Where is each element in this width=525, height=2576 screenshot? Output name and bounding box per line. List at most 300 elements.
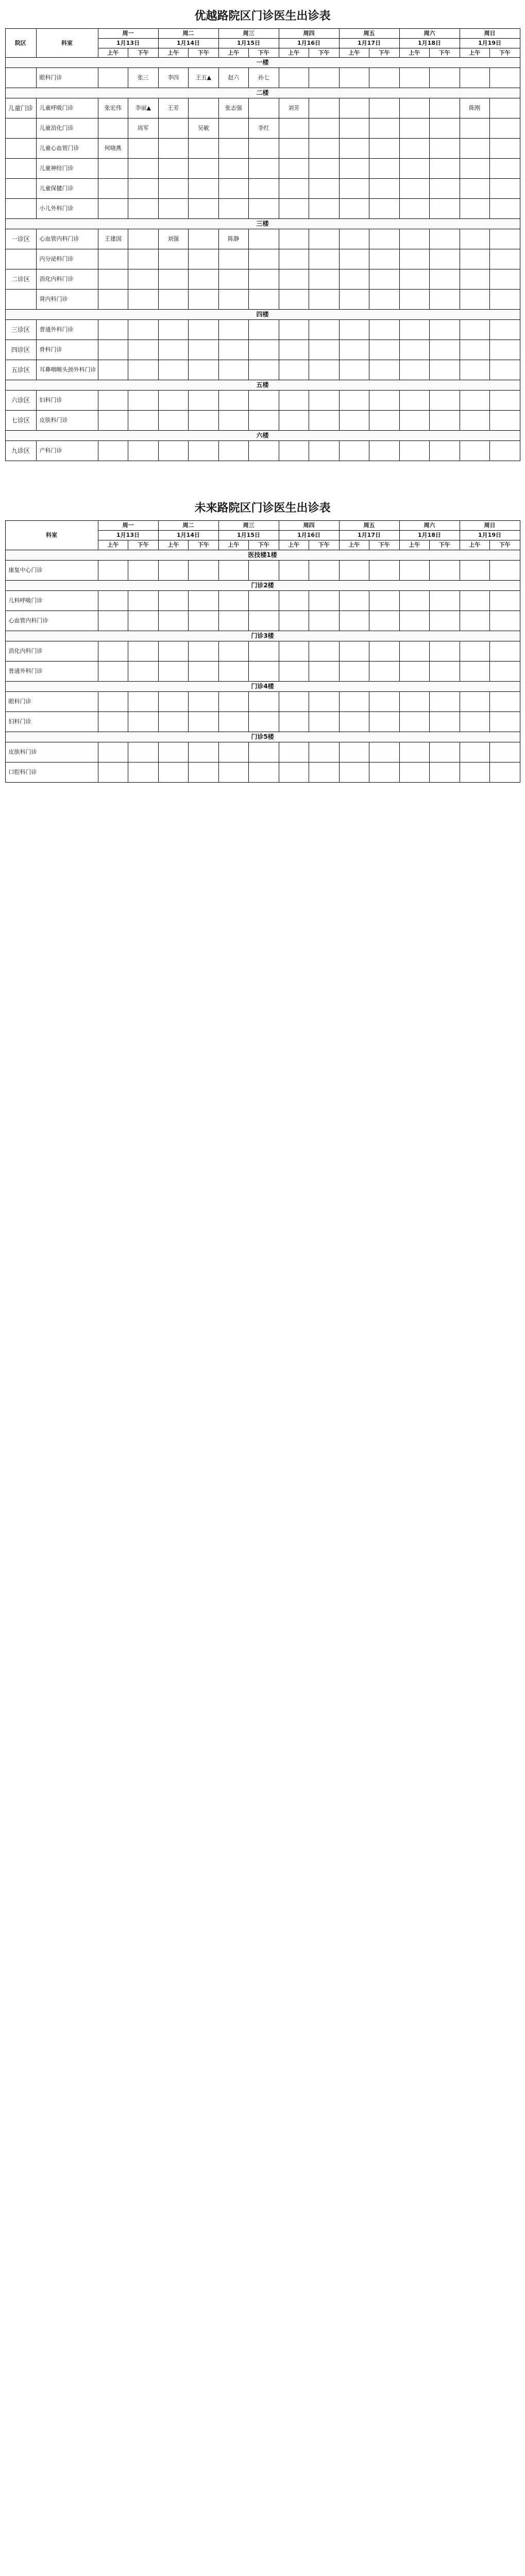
dept-cell: 儿童心血管门诊 xyxy=(36,139,98,159)
doctor-cell xyxy=(279,179,309,199)
doctor-cell xyxy=(430,691,460,711)
doctor-cell xyxy=(339,560,369,580)
doctor-cell xyxy=(158,711,189,732)
header-dept: 科室 xyxy=(36,29,98,58)
doctor-cell xyxy=(189,762,219,782)
doctor-cell xyxy=(369,711,400,732)
doctor-cell xyxy=(249,641,279,661)
doctor-cell xyxy=(249,269,279,290)
header-day-name: 周三 xyxy=(218,29,279,39)
doctor-cell xyxy=(189,691,219,711)
doctor-cell xyxy=(249,98,279,118)
doctor-cell xyxy=(490,611,520,631)
doctor-cell xyxy=(369,118,400,139)
doctor-cell xyxy=(339,229,369,249)
doctor-cell xyxy=(218,320,249,340)
doctor-cell xyxy=(309,98,340,118)
doctor-cell xyxy=(218,762,249,782)
doctor-cell xyxy=(158,661,189,681)
doctor-cell xyxy=(339,199,369,219)
doctor-cell xyxy=(98,249,128,269)
doctor-cell xyxy=(430,611,460,631)
dept-cell: 妇科门诊 xyxy=(5,711,98,732)
doctor-cell xyxy=(98,711,128,732)
doctor-cell xyxy=(430,641,460,661)
header-day-date: 1月14日 xyxy=(158,531,218,540)
doctor-cell xyxy=(279,320,309,340)
doctor-cell xyxy=(430,590,460,611)
doctor-cell xyxy=(460,320,490,340)
doctor-cell xyxy=(279,360,309,380)
doctor-cell xyxy=(460,711,490,732)
doctor-cell xyxy=(279,441,309,461)
header-pm: 下午 xyxy=(430,540,460,550)
doctor-cell: 刘芳 xyxy=(279,98,309,118)
doctor-cell xyxy=(128,320,159,340)
doctor-cell xyxy=(339,98,369,118)
doctor-cell xyxy=(490,68,520,88)
schedule-sheet xyxy=(0,0,525,783)
doctor-cell xyxy=(218,441,249,461)
dept-cell: 消化内科门诊 xyxy=(36,269,98,290)
doctor-cell xyxy=(339,269,369,290)
doctor-cell xyxy=(249,179,279,199)
dept-cell: 皮肤科门诊 xyxy=(36,411,98,431)
doctor-cell xyxy=(158,742,189,762)
doctor-cell xyxy=(158,411,189,431)
doctor-cell xyxy=(460,560,490,580)
header-day-date: 1月19日 xyxy=(460,531,520,540)
doctor-cell: 李丽▲ xyxy=(128,98,159,118)
doctor-cell xyxy=(158,340,189,360)
header-am: 上午 xyxy=(460,48,490,58)
doctor-cell xyxy=(189,360,219,380)
doctor-cell: 孙七 xyxy=(249,68,279,88)
doctor-cell xyxy=(158,249,189,269)
header-am: 上午 xyxy=(98,48,128,58)
doctor-cell xyxy=(279,762,309,782)
area-cell: 六诊区 xyxy=(5,391,36,411)
doctor-cell xyxy=(128,590,159,611)
doctor-cell xyxy=(279,139,309,159)
doctor-cell xyxy=(309,199,340,219)
doctor-cell xyxy=(218,711,249,732)
header-day-date: 1月16日 xyxy=(279,38,339,48)
doctor-cell xyxy=(490,320,520,340)
header-am: 上午 xyxy=(399,48,430,58)
dept-cell: 肾内科门诊 xyxy=(36,290,98,310)
doctor-cell xyxy=(128,139,159,159)
header-am: 上午 xyxy=(158,48,189,58)
doctor-cell xyxy=(189,661,219,681)
doctor-cell xyxy=(158,118,189,139)
doctor-cell xyxy=(339,320,369,340)
doctor-cell xyxy=(218,118,249,139)
doctor-cell xyxy=(189,611,219,631)
doctor-cell xyxy=(249,590,279,611)
doctor-cell xyxy=(309,762,340,782)
doctor-cell xyxy=(369,661,400,681)
section-label: 二楼 xyxy=(5,88,520,98)
doctor-cell xyxy=(158,560,189,580)
doctor-cell xyxy=(218,360,249,380)
dept-cell: 儿童呼吸门诊 xyxy=(36,98,98,118)
doctor-cell xyxy=(98,68,128,88)
dept-cell: 康复中心门诊 xyxy=(5,560,98,580)
doctor-cell xyxy=(309,118,340,139)
table-row xyxy=(5,98,520,118)
doctor-cell xyxy=(128,391,159,411)
table-row xyxy=(5,391,520,411)
doctor-cell xyxy=(460,199,490,219)
doctor-cell xyxy=(218,411,249,431)
header-day-name: 周五 xyxy=(339,29,399,39)
doctor-cell xyxy=(369,611,400,631)
doctor-cell xyxy=(460,290,490,310)
doctor-cell xyxy=(309,360,340,380)
hospital-a-table xyxy=(5,28,520,461)
doctor-cell xyxy=(98,762,128,782)
section-label: 五楼 xyxy=(5,380,520,391)
header-pm: 下午 xyxy=(128,48,159,58)
doctor-cell xyxy=(369,320,400,340)
doctor-cell xyxy=(98,118,128,139)
doctor-cell xyxy=(460,229,490,249)
doctor-cell xyxy=(369,229,400,249)
doctor-cell xyxy=(339,360,369,380)
table-row xyxy=(5,68,520,88)
doctor-cell xyxy=(98,611,128,631)
doctor-cell xyxy=(309,641,340,661)
header-day-date: 1月19日 xyxy=(460,38,520,48)
doctor-cell xyxy=(430,320,460,340)
doctor-cell xyxy=(158,762,189,782)
table-row xyxy=(5,360,520,380)
header-pm: 下午 xyxy=(369,48,400,58)
doctor-cell xyxy=(98,441,128,461)
doctor-cell xyxy=(309,290,340,310)
doctor-cell xyxy=(128,249,159,269)
doctor-cell xyxy=(369,441,400,461)
doctor-cell xyxy=(460,411,490,431)
doctor-cell xyxy=(369,249,400,269)
doctor-cell xyxy=(460,661,490,681)
doctor-cell xyxy=(490,441,520,461)
header-pm: 下午 xyxy=(309,540,340,550)
dept-cell: 眼科门诊 xyxy=(5,691,98,711)
doctor-cell xyxy=(249,742,279,762)
header-day-date: 1月17日 xyxy=(339,531,399,540)
dept-cell: 儿童保健门诊 xyxy=(36,179,98,199)
header-day-name: 周六 xyxy=(399,29,460,39)
header-pm: 下午 xyxy=(490,540,520,550)
doctor-cell xyxy=(399,762,430,782)
doctor-cell xyxy=(430,411,460,431)
doctor-cell xyxy=(399,560,430,580)
doctor-cell xyxy=(339,249,369,269)
table-row xyxy=(5,661,520,681)
doctor-cell xyxy=(339,411,369,431)
doctor-cell xyxy=(339,742,369,762)
table-row xyxy=(5,320,520,340)
doctor-cell xyxy=(399,711,430,732)
doctor-cell: 何晓燕 xyxy=(98,139,128,159)
doctor-cell xyxy=(399,179,430,199)
doctor-cell xyxy=(430,340,460,360)
doctor-cell xyxy=(128,691,159,711)
doctor-cell xyxy=(189,320,219,340)
doctor-cell xyxy=(460,179,490,199)
doctor-cell xyxy=(309,229,340,249)
header-day-date: 1月15日 xyxy=(218,531,279,540)
doctor-cell xyxy=(399,391,430,411)
doctor-cell: 王芳 xyxy=(158,98,189,118)
doctor-cell xyxy=(189,269,219,290)
section-label: 门诊3楼 xyxy=(5,631,520,641)
doctor-cell xyxy=(309,340,340,360)
doctor-cell xyxy=(218,391,249,411)
doctor-cell xyxy=(218,290,249,310)
area-cell: 一诊区 xyxy=(5,229,36,249)
doctor-cell xyxy=(158,199,189,219)
header-day-name: 周二 xyxy=(158,521,218,531)
doctor-cell xyxy=(218,661,249,681)
header-day-name: 周三 xyxy=(218,521,279,531)
table-row xyxy=(5,139,520,159)
doctor-cell xyxy=(189,199,219,219)
doctor-cell xyxy=(430,360,460,380)
header-pm: 下午 xyxy=(249,48,279,58)
doctor-cell xyxy=(490,661,520,681)
doctor-cell xyxy=(249,762,279,782)
doctor-cell xyxy=(490,742,520,762)
doctor-cell xyxy=(460,590,490,611)
doctor-cell xyxy=(339,159,369,179)
doctor-cell xyxy=(189,139,219,159)
doctor-cell xyxy=(399,249,430,269)
doctor-cell xyxy=(430,290,460,310)
table-row xyxy=(5,118,520,139)
section-label: 医技楼1楼 xyxy=(5,550,520,560)
doctor-cell xyxy=(369,199,400,219)
doctor-cell xyxy=(399,641,430,661)
doctor-cell xyxy=(399,411,430,431)
doctor-cell xyxy=(339,611,369,631)
doctor-cell xyxy=(399,742,430,762)
doctor-cell xyxy=(279,249,309,269)
doctor-cell: 吴敏 xyxy=(189,118,219,139)
doctor-cell xyxy=(490,290,520,310)
doctor-cell xyxy=(430,229,460,249)
doctor-cell xyxy=(158,269,189,290)
doctor-cell xyxy=(98,290,128,310)
doctor-cell xyxy=(128,340,159,360)
doctor-cell: 李四 xyxy=(158,68,189,88)
doctor-cell xyxy=(309,611,340,631)
dept-cell: 皮肤科门诊 xyxy=(5,742,98,762)
doctor-cell xyxy=(218,199,249,219)
doctor-cell xyxy=(339,340,369,360)
doctor-cell: 张志强 xyxy=(218,98,249,118)
doctor-cell xyxy=(249,711,279,732)
table-row xyxy=(5,691,520,711)
doctor-cell xyxy=(98,320,128,340)
doctor-cell xyxy=(279,118,309,139)
doctor-cell: 王五▲ xyxy=(189,68,219,88)
section-label: 四楼 xyxy=(5,310,520,320)
dept-cell: 小儿外科门诊 xyxy=(36,199,98,219)
doctor-cell xyxy=(189,391,219,411)
doctor-cell xyxy=(369,179,400,199)
doctor-cell xyxy=(128,229,159,249)
doctor-cell xyxy=(279,159,309,179)
doctor-cell xyxy=(279,391,309,411)
doctor-cell xyxy=(189,441,219,461)
doctor-cell xyxy=(339,68,369,88)
doctor-cell xyxy=(98,179,128,199)
header-day-name: 周一 xyxy=(98,29,158,39)
doctor-cell xyxy=(430,139,460,159)
doctor-cell xyxy=(158,691,189,711)
doctor-cell xyxy=(369,411,400,431)
doctor-cell xyxy=(98,360,128,380)
doctor-cell xyxy=(399,661,430,681)
header-pm: 下午 xyxy=(189,540,219,550)
header-am: 上午 xyxy=(98,540,128,550)
table-row xyxy=(5,711,520,732)
doctor-cell xyxy=(218,611,249,631)
dept-cell: 耳鼻咽喉头颈外科门诊 xyxy=(36,360,98,380)
doctor-cell xyxy=(158,320,189,340)
doctor-cell xyxy=(460,139,490,159)
area-cell xyxy=(5,68,36,88)
section-label: 门诊4楼 xyxy=(5,681,520,691)
table-row xyxy=(5,560,520,580)
doctor-cell xyxy=(490,269,520,290)
doctor-cell xyxy=(399,159,430,179)
doctor-cell xyxy=(249,290,279,310)
header-dept: 科室 xyxy=(5,521,98,550)
doctor-cell xyxy=(249,391,279,411)
doctor-cell xyxy=(128,441,159,461)
doctor-cell xyxy=(339,391,369,411)
doctor-cell xyxy=(339,290,369,310)
section-label: 三楼 xyxy=(5,219,520,229)
doctor-cell xyxy=(249,340,279,360)
dept-cell: 心血管内科门诊 xyxy=(5,611,98,631)
table-row xyxy=(5,641,520,661)
doctor-cell xyxy=(189,560,219,580)
doctor-cell xyxy=(128,762,159,782)
doctor-cell xyxy=(339,590,369,611)
doctor-cell xyxy=(128,360,159,380)
header-day-date: 1月16日 xyxy=(279,531,339,540)
table-row xyxy=(5,340,520,360)
doctor-cell xyxy=(98,560,128,580)
doctor-cell xyxy=(430,560,460,580)
header-day-name: 周六 xyxy=(399,521,460,531)
doctor-cell xyxy=(249,661,279,681)
table-row xyxy=(5,441,520,461)
header-day-name: 周二 xyxy=(158,29,218,39)
doctor-cell xyxy=(430,68,460,88)
doctor-cell xyxy=(98,641,128,661)
doctor-cell xyxy=(399,340,430,360)
doctor-cell xyxy=(98,159,128,179)
doctor-cell xyxy=(189,411,219,431)
doctor-cell xyxy=(399,320,430,340)
doctor-cell xyxy=(490,691,520,711)
doctor-cell xyxy=(490,762,520,782)
doctor-cell xyxy=(218,742,249,762)
doctor-cell xyxy=(249,691,279,711)
area-cell xyxy=(5,199,36,219)
doctor-cell xyxy=(339,441,369,461)
doctor-cell xyxy=(279,560,309,580)
area-cell: 七诊区 xyxy=(5,411,36,431)
area-cell xyxy=(5,118,36,139)
hospital-b-table xyxy=(5,520,520,782)
doctor-cell xyxy=(460,118,490,139)
doctor-cell xyxy=(249,411,279,431)
doctor-cell xyxy=(189,590,219,611)
dept-cell: 内分泌科门诊 xyxy=(36,249,98,269)
doctor-cell xyxy=(98,269,128,290)
doctor-cell xyxy=(430,762,460,782)
header-am: 上午 xyxy=(279,540,309,550)
doctor-cell xyxy=(98,199,128,219)
doctor-cell xyxy=(189,290,219,310)
header-day-name: 周五 xyxy=(339,521,399,531)
doctor-cell: 陈静 xyxy=(218,229,249,249)
doctor-cell xyxy=(490,199,520,219)
doctor-cell xyxy=(339,762,369,782)
doctor-cell xyxy=(490,560,520,580)
doctor-cell xyxy=(369,68,400,88)
doctor-cell xyxy=(128,711,159,732)
doctor-cell xyxy=(430,98,460,118)
dept-cell: 儿科呼吸门诊 xyxy=(5,590,98,611)
doctor-cell xyxy=(369,98,400,118)
doctor-cell xyxy=(460,159,490,179)
doctor-cell xyxy=(490,360,520,380)
doctor-cell xyxy=(309,742,340,762)
doctor-cell xyxy=(279,691,309,711)
dept-cell: 骨科门诊 xyxy=(36,340,98,360)
doctor-cell xyxy=(128,560,159,580)
header-am: 上午 xyxy=(339,540,369,550)
doctor-cell xyxy=(399,139,430,159)
doctor-cell: 刘强 xyxy=(158,229,189,249)
doctor-cell: 李红 xyxy=(249,118,279,139)
table-row xyxy=(5,249,520,269)
doctor-cell xyxy=(249,249,279,269)
dept-cell: 产科门诊 xyxy=(36,441,98,461)
doctor-cell xyxy=(249,441,279,461)
doctor-cell xyxy=(339,661,369,681)
doctor-cell xyxy=(98,691,128,711)
table-row xyxy=(5,742,520,762)
doctor-cell xyxy=(460,762,490,782)
dept-cell: 普通外科门诊 xyxy=(5,661,98,681)
header-day-date: 1月14日 xyxy=(158,38,218,48)
doctor-cell xyxy=(490,118,520,139)
doctor-cell xyxy=(430,199,460,219)
doctor-cell xyxy=(369,560,400,580)
doctor-cell xyxy=(279,340,309,360)
doctor-cell xyxy=(98,340,128,360)
doctor-cell xyxy=(279,661,309,681)
